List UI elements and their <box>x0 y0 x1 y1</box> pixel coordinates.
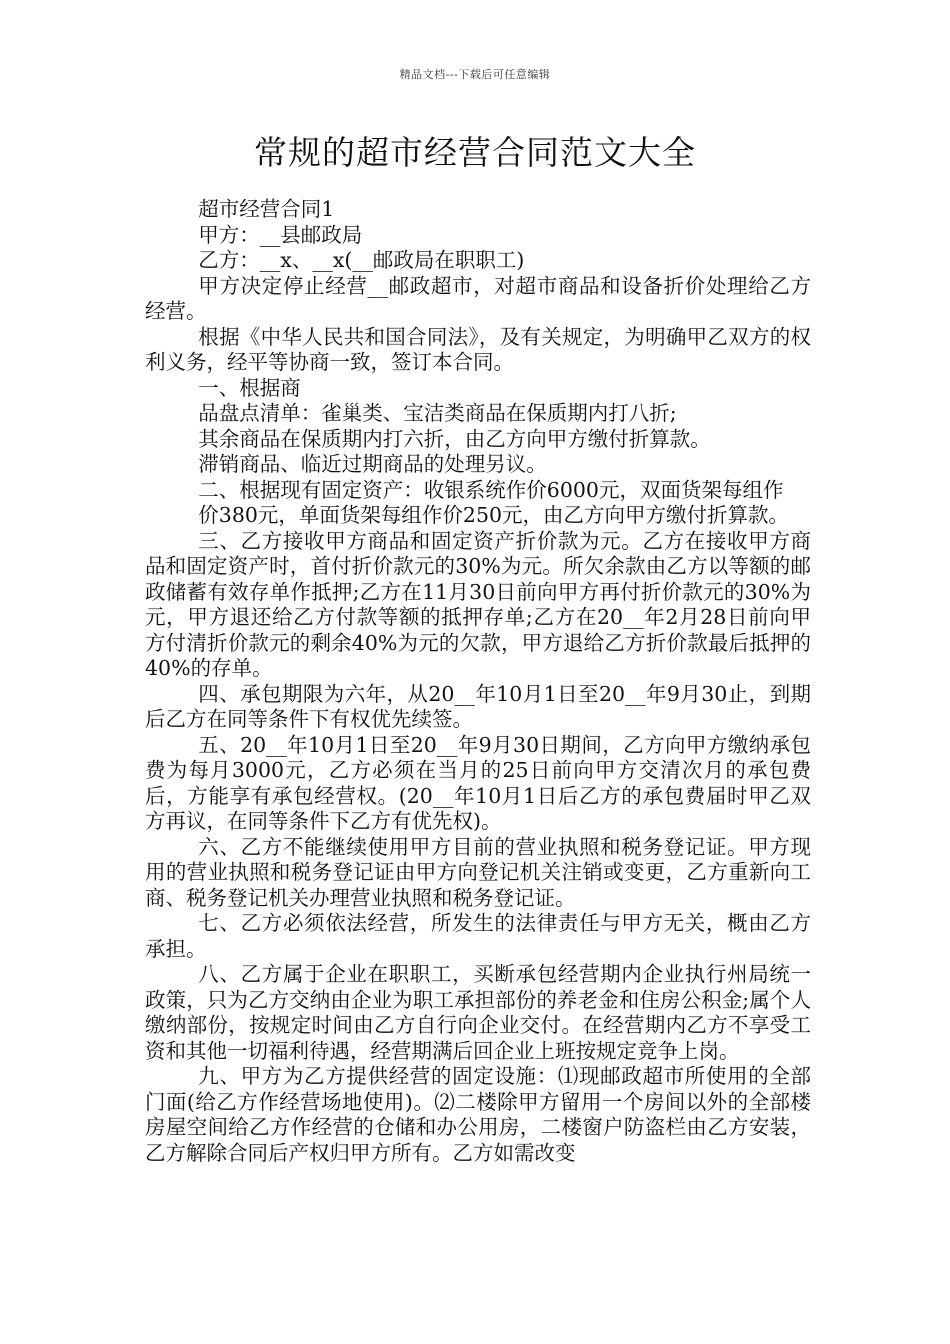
header-note: 精品文档---下载后可任意编辑 <box>399 68 551 81</box>
paragraph: 超市经营合同1 <box>198 197 335 221</box>
paragraph: 其余商品在保质期内打六折，由乙方向甲方缴付折算款。 <box>198 426 711 451</box>
paragraph: 二、根据现有固定资产：收银系统作价6000元，双面货架每组作 <box>198 477 784 502</box>
paragraph: 九、甲方为乙方提供经营的固定设施：⑴现邮政超市所使用的全部门面(给乙方作经营场地使用)。⑵二楼除甲方留用一个房间以外的全部楼房屋空间给乙方作经营的仓储和办公用房，二楼窗户防盗栏由乙方安装，乙方解除合同后产权归甲方所有。乙方如需改变 <box>145 1064 811 1165</box>
paragraph: 甲方：__县邮政局 <box>198 222 363 247</box>
paragraph: 八、乙方属于企业在职职工，买断承包经营期内企业执行州局统一政策，只为乙方交纳由企业为职工承担部份的养老金和住房公积金;属个人缴纳部份，按规定时间由乙方自行向企业交付。在经营期内乙方不享受工资和其他一切福利待遇，经营期满后回企业上班按规定竞争上岗。 <box>145 962 811 1063</box>
paragraph: 三、乙方接收甲方商品和固定资产折价款为元。乙方在接收甲方商品和固定资产时，首付折价款元的30%为元。所欠余款由乙方以等额的邮政储蓄有效存单作抵押;乙方在11月30日前向甲方再付折价款元的30%为元，甲方退还给乙方付款等额的抵押存单;乙方在20__年2月28日前向甲方付清折价款元的剩余40%为元的欠款，甲方退给乙方折价款最后抵押的40%的存单。 <box>145 528 811 680</box>
paragraph: 七、乙方必须依法经营，所发生的法律责任与甲方无关，概由乙方承担。 <box>145 911 811 961</box>
paragraph: 四、承包期限为六年，从20__年10月1日至20__年9月30止，到期后乙方在同等条件下有权优先续签。 <box>145 681 811 731</box>
document-body <box>145 197 811 1166</box>
paragraph: 五、20__年10月1日至20__年9月30日期间，乙方向甲方缴纳承包费为每月3000元，乙方必须在当月的25日前向甲方交清次月的承包费后，方能享有承包经营权。(20__年10月1日后乙方的承包费届时甲乙双方再议，在同等条件下乙方有优先权)。 <box>145 732 811 833</box>
paragraph: 甲方决定停止经营__邮政超市，对超市商品和设备折价处理给乙方经营。 <box>145 273 811 323</box>
paragraph: 滞销商品、临近过期商品的处理另议。 <box>198 452 547 476</box>
document-title: 常规的超市经营合同范文大全 <box>254 133 696 172</box>
paragraph: 六、乙方不能继续使用甲方目前的营业执照和税务登记证。甲方现用的营业执照和税务登记证由甲方向登记机关注销或变更，乙方重新向工商、税务登记机关办理营业执照和税务登记证。 <box>145 834 811 910</box>
paragraph: 价380元，单面货架每组作价250元，由乙方向甲方缴付折算款。 <box>198 503 790 527</box>
paragraph: 根据《中华人民共和国合同法》，及有关规定，为明确甲乙双方的权利义务，经平等协商一致，签订本合同。 <box>145 324 811 374</box>
paragraph: 品盘点清单：雀巢类、宝洁类商品在保质期内打八折; <box>198 401 677 425</box>
paragraph: 一、根据商 <box>198 375 301 400</box>
paragraph: 乙方：__x、__x(__邮政局在职职工) <box>198 248 525 272</box>
